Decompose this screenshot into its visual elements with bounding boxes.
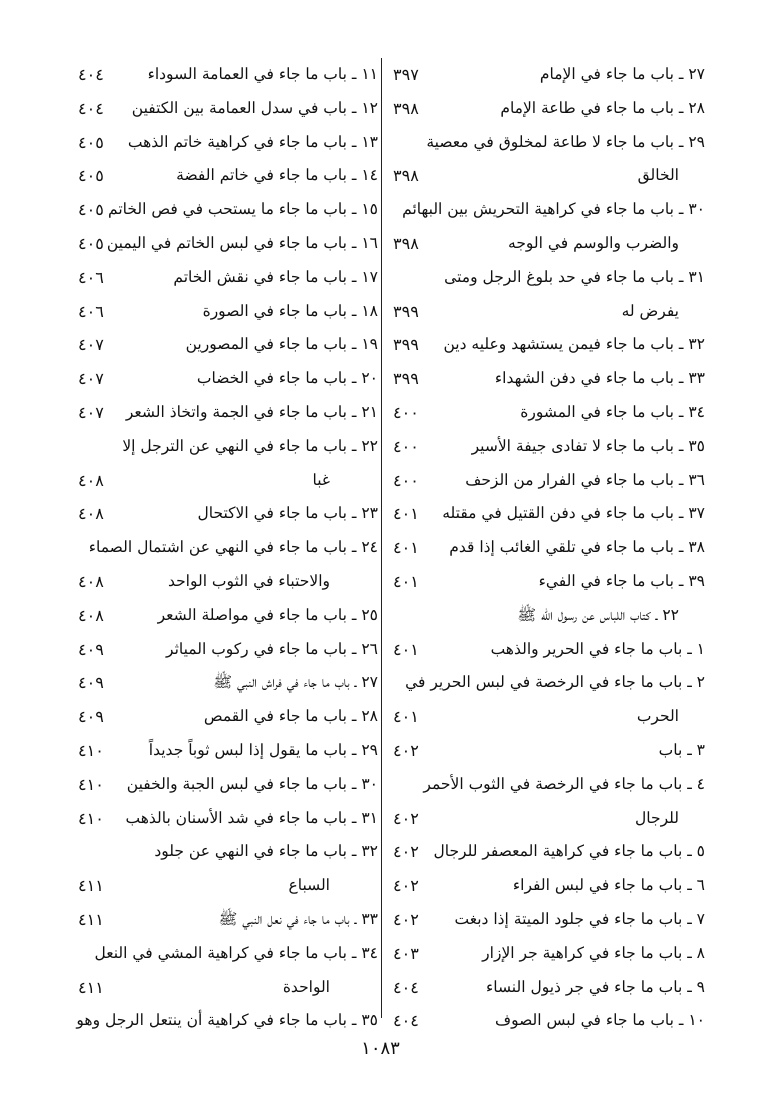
toc-entry (393, 261, 705, 295)
toc-entry (393, 666, 705, 700)
toc-entry (393, 497, 705, 531)
toc-entry (78, 869, 378, 903)
toc-entry-title: ٢٩ ـ باب ما يقول إذا لبس ثوباً جديداً (148, 740, 378, 759)
toc-entry (78, 937, 378, 971)
toc-entry (78, 328, 378, 362)
toc-entry-title: ٣٥ ـ باب ما جاء في كراهية أن ينتعل الرجل وهو (76, 1011, 378, 1030)
toc-entry (78, 971, 378, 1005)
toc-entry-page: ٤٠٨ (78, 571, 104, 591)
toc-entry-page: ٤٠٤ (78, 65, 104, 84)
toc-entry-title: ٧ ـ باب ما جاء في جلود الميتة إذا دبغت (454, 909, 705, 928)
toc-entry-title: والضرب والوسم في الوجه (508, 233, 679, 252)
toc-entry-title: ٣٣ ـ باب ما جاء في دفن الشهداء (494, 369, 705, 388)
toc-entry-title: للرجال (635, 808, 679, 827)
toc-entry-page: ٤١١ (78, 977, 104, 997)
toc-entry-title: ١٣ ـ باب ما جاء في كراهية خاتم الذهب (127, 132, 378, 151)
toc-entry-page: ٣٩٨ (393, 233, 419, 253)
toc-entry (78, 261, 378, 295)
toc-entry-title: ١٤ ـ باب ما جاء في خاتم الفضة (176, 166, 378, 185)
toc-entry-title: ٣٣ ـ باب ما جاء في نعل النبي ﷺ (218, 909, 378, 928)
toc-entry-title: ٢٨ ـ باب ما جاء في طاعة الإمام (500, 98, 705, 117)
toc-entry-title: ٦ ـ باب ما جاء في لبس الفراء (512, 876, 705, 895)
toc-entry-page: ٤٠٤ (393, 1011, 419, 1031)
toc-entry-title: يفرض له (621, 301, 679, 320)
toc-entry (393, 362, 705, 396)
toc-entry (78, 396, 378, 430)
toc-entry-title: والاحتباء في الثوب الواحد (167, 571, 330, 590)
toc-entry (78, 295, 378, 329)
toc-entry-page: ٤١١ (78, 909, 104, 929)
toc-entry-page: ٤٠٧ (78, 369, 104, 389)
toc-entry (78, 58, 378, 92)
toc-entry (78, 193, 378, 227)
toc-entry-page: ٤٠١ (393, 571, 419, 591)
toc-entry-title: ٢١ ـ باب ما جاء في الجمة واتخاذ الشعر (125, 402, 378, 421)
toc-entry-page: ٣٩٩ (393, 335, 419, 355)
page-number: ١٠٨٣ (361, 1038, 400, 1059)
toc-entry-page: ٣٩٧ (393, 65, 419, 84)
toc-entry-title: ٣٤ ـ باب ما جاء في كراهية المشي في النعل (94, 943, 378, 962)
toc-entry-page: ٤٠٨ (78, 470, 104, 490)
toc-entry-page: ٤٠٨ (78, 504, 104, 524)
toc-entry-title: ٢٥ ـ باب ما جاء في مواصلة الشعر (157, 605, 378, 624)
toc-entry (78, 1004, 378, 1038)
toc-entry-title: غبا (312, 470, 330, 489)
toc-entry (393, 1004, 705, 1038)
toc-entry (78, 227, 378, 261)
toc-entry (393, 464, 705, 498)
toc-entry (393, 126, 705, 160)
toc-entry (393, 937, 705, 971)
toc-entry (78, 464, 378, 498)
toc-entry-page: ٤٠٤ (393, 977, 419, 997)
column-divider (381, 58, 382, 1018)
toc-entry-page: ٤١٠ (78, 740, 104, 760)
toc-entry-page: ٤٠٣ (393, 943, 419, 963)
toc-entry-page: ٤٠٠ (393, 402, 419, 422)
toc-entry-title: ٣١ ـ باب ما جاء في حد بلوغ الرجل ومتى (444, 267, 705, 286)
toc-entry-title: السباع (288, 876, 330, 895)
toc-entry-page: ٤١٠ (78, 808, 104, 828)
toc-entry-title: ٢٧ ـ باب ما جاء في فراش النبي ﷺ (213, 673, 378, 692)
toc-entry-title: ٣٥ ـ باب ما جاء لا تفادى جيفة الأسير (471, 436, 705, 455)
toc-entry (393, 531, 705, 565)
toc-entry-page: ٤٠١ (393, 504, 419, 524)
toc-entry-title: ١٧ ـ باب ما جاء في نقش الخاتم (173, 267, 378, 286)
toc-entry (393, 328, 705, 362)
toc-entry-page: ٤٠٢ (393, 909, 419, 929)
toc-entry-title: ٢٢ ـ كتاب اللباس عن رسول الله ﷺ (517, 605, 679, 624)
toc-entry-page: ٤٠٤ (78, 98, 104, 118)
toc-entry-page: ٤١٠ (78, 774, 104, 794)
toc-entry-title: ٢٨ ـ باب ما جاء في القمص (203, 707, 378, 726)
toc-entry-title: ١٨ ـ باب ما جاء في الصورة (202, 301, 378, 320)
toc-entry-title: ١٢ ـ باب في سدل العمامة بين الكتفين (131, 98, 378, 117)
toc-entry-page: ٤٠٢ (393, 740, 419, 760)
toc-entry (393, 159, 705, 193)
toc-entry (393, 903, 705, 937)
toc-entry-title: ٣٢ ـ باب ما جاء في النهي عن جلود (154, 842, 378, 861)
toc-entry (393, 396, 705, 430)
toc-entry-page: ٤٠٨ (78, 605, 104, 625)
toc-entry (78, 126, 378, 160)
toc-entry (78, 835, 378, 869)
toc-entry (393, 971, 705, 1005)
toc-entry-title: ٣٤ ـ باب ما جاء في المشورة (520, 402, 705, 421)
toc-entry-page: ٤٠٩ (78, 673, 104, 693)
toc-entry (78, 666, 378, 700)
toc-entry-title: الواحدة (282, 977, 330, 996)
toc-entry-title: ٢٦ ـ باب ما جاء في ركوب المياثر (166, 639, 378, 658)
toc-entry-page: ٤٠٧ (78, 335, 104, 355)
toc-entry (393, 430, 705, 464)
toc-entry (78, 734, 378, 768)
toc-entry (78, 159, 378, 193)
toc-entry-page: ٤٠٢ (393, 842, 419, 862)
toc-entry-page: ٤٠٧ (78, 402, 104, 422)
toc-entry (78, 903, 378, 937)
toc-entry-page: ٤٠٥ (78, 233, 104, 253)
toc-entry-title: ٢ ـ باب ما جاء في الرخصة في لبس الحرير في (405, 673, 705, 692)
toc-entry-title: ١٦ ـ باب ما جاء في لبس الخاتم في اليمين (106, 233, 378, 252)
toc-entry (393, 193, 705, 227)
toc-entry (393, 633, 705, 667)
toc-entry (393, 58, 705, 92)
toc-entry-page: ٤٠٥ (78, 132, 104, 152)
toc-entry-page: ٤٠٠ (393, 436, 419, 456)
toc-entry-title: ٣ ـ باب (658, 740, 705, 759)
toc-entry-title: ٢٢ ـ باب ما جاء في النهي عن الترجل إلا (122, 436, 378, 455)
toc-entry (78, 802, 378, 836)
toc-entry (393, 700, 705, 734)
toc-entry (393, 835, 705, 869)
toc-entry (78, 362, 378, 396)
toc-entry-title: ٢٧ ـ باب ما جاء في الإمام (539, 65, 705, 83)
toc-entry-title: ٢٤ ـ باب ما جاء في النهي عن اشتمال الصماء (88, 538, 378, 557)
toc-entry-page: ٤٠٩ (78, 707, 104, 727)
toc-entry-title: ١ ـ باب ما جاء في الحرير والذهب (490, 639, 705, 658)
toc-entry-title: ٣٩ ـ باب ما جاء في الفيء (538, 571, 705, 590)
toc-book-heading (393, 599, 705, 633)
toc-entry-page: ٤٠٥ (78, 166, 104, 186)
toc-entry-page: ٤٠٢ (393, 876, 419, 896)
toc-entry-page: ٤٠٦ (78, 267, 104, 287)
toc-entry (78, 430, 378, 464)
toc-entry-title: ٣٦ ـ باب ما جاء في الفرار من الزحف (465, 470, 705, 489)
toc-entry-page: ٤١١ (78, 876, 104, 896)
toc-entry (78, 531, 378, 565)
toc-entry-page: ٤٠١ (393, 707, 419, 727)
toc-right-column (393, 58, 705, 1038)
toc-entry-title: ٣٨ ـ باب ما جاء في تلقي الغائب إذا قدم (449, 538, 705, 557)
toc-entry-title: ١١ ـ باب ما جاء في العمامة السوداء (147, 65, 378, 83)
toc-entry (78, 599, 378, 633)
toc-entry (78, 497, 378, 531)
toc-entry-title: ١٥ ـ باب ما جاء ما يستحب في فص الخاتم (108, 200, 378, 219)
toc-entry-page: ٤٠٠ (393, 470, 419, 490)
toc-entry (393, 295, 705, 329)
toc-entry (78, 633, 378, 667)
toc-entry (393, 768, 705, 802)
toc-entry-page: ٣٩٨ (393, 98, 419, 118)
toc-entry (78, 565, 378, 599)
toc-entry-page: ٣٩٨ (393, 166, 419, 186)
toc-entry-page: ٤٠٥ (78, 200, 104, 220)
toc-entry-title: ٢٣ ـ باب ما جاء في الاكتحال (197, 504, 378, 523)
toc-entry (393, 92, 705, 126)
toc-left-column (78, 58, 378, 1038)
toc-entry (393, 734, 705, 768)
toc-entry (78, 92, 378, 126)
toc-entry (393, 565, 705, 599)
toc-entry (78, 700, 378, 734)
toc-entry-page: ٤٠٩ (78, 639, 104, 659)
toc-entry (393, 802, 705, 836)
toc-entry-title: ٩ ـ باب ما جاء في جر ذيول النساء (485, 977, 705, 996)
toc-entry-page: ٤٠٢ (393, 808, 419, 828)
toc-entry-title: ٤ ـ باب ما جاء في الرخصة في الثوب الأحمر (423, 774, 705, 793)
toc-entry-title: ٣٠ ـ باب ما جاء في كراهية التحريش بين البهائم (402, 200, 705, 219)
toc-entry-title: ١٩ ـ باب ما جاء في المصورين (185, 335, 378, 354)
toc-entry-title: ٣٢ ـ باب ما جاء فيمن يستشهد وعليه دين (443, 335, 705, 354)
toc-entry-page: ٣٩٩ (393, 369, 419, 389)
toc-entry-title: الحرب (636, 707, 679, 726)
toc-entry-title: الخالق (637, 166, 679, 185)
toc-entry-title: ٢٠ ـ باب ما جاء في الخضاب (196, 369, 378, 388)
toc-entry (393, 869, 705, 903)
toc-entry-title: ٥ ـ باب ما جاء في كراهية المعصفر للرجال (433, 842, 705, 861)
toc-entry-title: ١٠ ـ باب ما جاء في لبس الصوف (495, 1011, 705, 1030)
toc-entry (393, 227, 705, 261)
toc-entry-title: ٨ ـ باب ما جاء في كراهية جر الإزار (482, 943, 705, 962)
toc-entry-title: ٢٩ ـ باب ما جاء لا طاعة لمخلوق في معصية (426, 132, 705, 151)
toc-entry-title: ٣٧ ـ باب ما جاء في دفن القتيل في مقتله (442, 504, 705, 523)
toc-entry (78, 768, 378, 802)
toc-entry-title: ٣٠ ـ باب ما جاء في لبس الجبة والخفين (126, 774, 378, 793)
toc-entry-page: ٤٠١ (393, 538, 419, 558)
toc-entry-page: ٤٠٦ (78, 301, 104, 321)
toc-entry-page: ٤٠١ (393, 639, 419, 659)
toc-entry-page: ٣٩٩ (393, 301, 419, 321)
toc-entry-title: ٣١ ـ باب ما جاء في شد الأسنان بالذهب (125, 808, 378, 827)
